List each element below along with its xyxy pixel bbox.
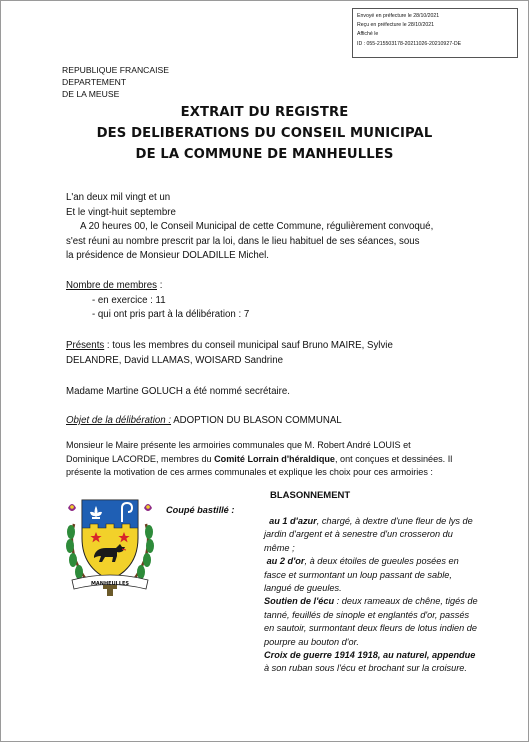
- presents-section: [66, 339, 476, 368]
- stamp-posted: Affiché le: [357, 31, 379, 38]
- intro-presidency: la présidence de Monsieur DOLADILLE Michel.: [66, 250, 269, 261]
- stamp-id: ID : 055-215503178-20211026-20210927-DE: [357, 40, 462, 47]
- title-line-3: DE LA COMMUNE DE MANHEULLES: [135, 147, 394, 162]
- blasonnement-heading: BLASONNEMENT: [270, 490, 351, 501]
- intro-assembly: s'est réuni au nombre prescrit par la loi, dans le lieu habituel de ses séances, sous: [66, 235, 420, 247]
- republic-line: REPUBLIQUE FRANCAISE: [62, 65, 169, 75]
- department-line: DEPARTEMENT: [62, 77, 127, 87]
- stamp-sent: Envoyé en préfecture le 28/10/2021: [357, 13, 440, 19]
- blason-azur-bold: au 1 d'azur: [269, 516, 317, 526]
- blason-azur-text: , chargé, à dextre d'une fleur de lys de jardin d'argent et à senestre d'un crosseron du même ;: [264, 516, 473, 553]
- presents-text-1: : tous les membres du conseil municipal sauf Bruno MAIRE, Sylvie: [104, 340, 393, 351]
- objet-label: Objet de la délibération :: [66, 415, 172, 426]
- blason-or-text: , à deux étoiles de gueules posées en fasce et surmontant un loup passant de sable, langué de gueules.: [264, 556, 459, 594]
- coat-of-arms-image: [64, 494, 156, 598]
- coupe-label: Coupé bastillé :: [166, 505, 235, 515]
- presentation-committee: Comité Lorrain d'héraldique: [214, 453, 335, 464]
- presentation-paragraph: [66, 439, 486, 480]
- prefecture-stamp: [352, 8, 518, 58]
- intro-date: Et le vingt-huit septembre: [66, 206, 176, 218]
- blason-or: [264, 555, 479, 595]
- blason-croix: [264, 649, 479, 676]
- stamp-received: Reçu en préfecture le 28/10/2021: [357, 22, 435, 29]
- objet-line: [66, 414, 342, 429]
- blason-soutien-text: : deux rameaux de chêne, tigés de tanné, feuillés de sinople et englantés d'or, passés en sautoir, surmontant deux fleurs de lotus indien de pourpre au bouton d'or.: [264, 596, 478, 647]
- blason-soutien: [264, 595, 479, 649]
- presentation-line-1: Monsieur le Maire présente les armoiries communales que M. Robert André LOUIS et: [66, 440, 411, 450]
- blason-soutien-bold: Soutien de l'écu: [264, 596, 335, 607]
- ribbon-text: MANHEULLES: [90, 581, 130, 587]
- objet-value: ADOPTION DU BLASON COMMUNAL: [171, 415, 342, 426]
- blason-croix-bold: Croix de guerre 1914 1918, au naturel, appendue: [264, 650, 476, 661]
- secretary-line: Madame Martine GOLUCH a été nommé secrétaire.: [66, 386, 290, 397]
- blason-croix-text: à son ruban sous l'écu et brochant sur la croisure.: [264, 663, 467, 674]
- administrative-header: [62, 64, 169, 100]
- intro-year: L'an deux mil vingt et un: [66, 192, 171, 203]
- document-title: [0, 102, 529, 165]
- members-heading: Nombre de membres: [66, 280, 157, 291]
- title-line-2: DES DELIBERATIONS DU CONSEIL MUNICIPAL: [96, 126, 433, 141]
- presents-label: Présents: [66, 340, 105, 351]
- members-in-office: - en exercice : 11: [92, 294, 166, 306]
- title-line-1: EXTRAIT DU REGISTRE: [180, 105, 349, 120]
- members-count: [66, 279, 466, 323]
- presents-text-2: DELANDRE, David LLAMAS, WOISARD Sandrine: [66, 354, 283, 366]
- presentation-line-2c: , ont conçues et dessinées. Il: [335, 453, 453, 464]
- members-heading-colon: :: [157, 280, 163, 291]
- blason-description: [264, 515, 479, 676]
- presentation-line-2a: Dominique LACORDE, membres du: [66, 453, 215, 464]
- meeting-intro: [66, 191, 486, 264]
- intro-time: A 20 heures 00, le Conseil Municipal de cette Commune, régulièrement convoqué,: [80, 221, 434, 232]
- blason-or-bold: au 2 d'or: [266, 556, 305, 567]
- blason-azur: [264, 515, 479, 555]
- meuse-line: DE LA MEUSE: [62, 89, 120, 99]
- members-voting: - qui ont pris part à la délibération : 7: [92, 309, 250, 320]
- presentation-line-3: présente la motivation de ces armes communales et explique les choix pour ces armoiries :: [66, 467, 433, 477]
